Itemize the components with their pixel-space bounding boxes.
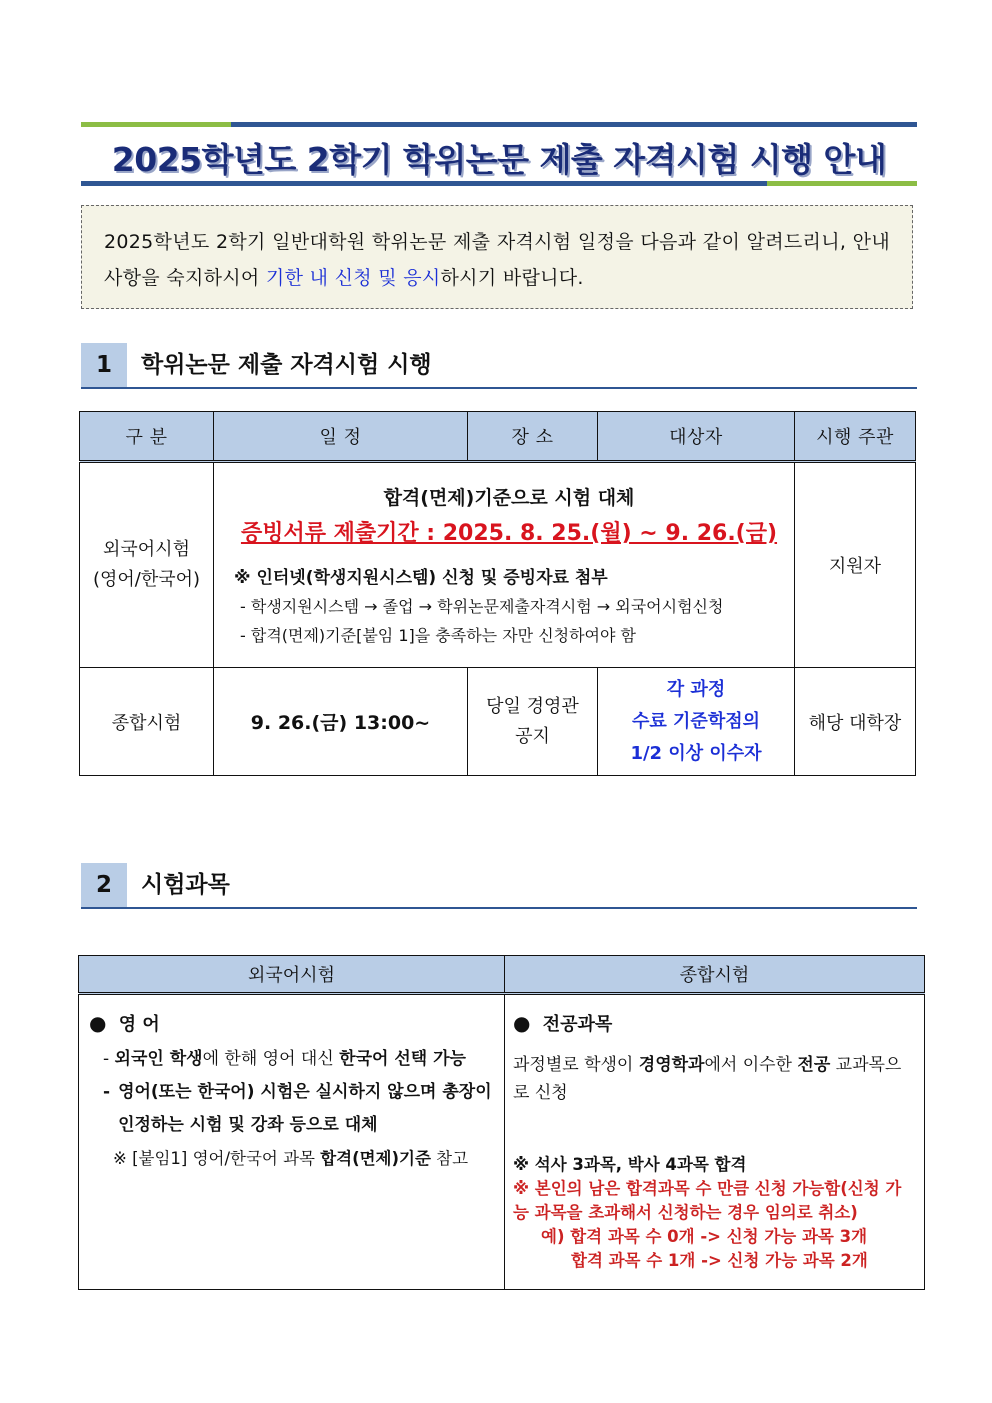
foreign-category: 외국어시험 xyxy=(103,539,190,560)
major-text-a: 과정별로 학생이 xyxy=(513,1055,639,1075)
title-banner xyxy=(81,122,917,186)
target-line-2: 수료 기준학점의 xyxy=(632,710,760,732)
section-1-number: 1 xyxy=(81,343,127,387)
note-text-end: 참고 xyxy=(430,1149,469,1168)
item1-bold: 외국인 학생 xyxy=(114,1049,203,1069)
foreign-line-4: - 학생지원시스템 → 졸업 → 학위논문제출자격시험 → 외국어시험신청 xyxy=(240,597,724,616)
comprehensive-target xyxy=(598,668,795,776)
section-2-header xyxy=(81,863,917,909)
foreign-schedule-cell xyxy=(214,462,795,668)
table-row xyxy=(79,994,925,1290)
item1-bold2: 한국어 선택 가능 xyxy=(339,1049,466,1069)
schedule-table xyxy=(79,411,916,776)
foreign-category-cell xyxy=(80,462,214,668)
page-title: 2025학년도 2학기 학위논문 제출 자격시험 시행 안내 xyxy=(111,140,887,179)
section-1-header xyxy=(81,343,917,389)
item2-text: 영어(또는 한국어) 시험은 실시하지 않으며 총장이 인정하는 시험 및 강좌 등으로 대체 xyxy=(118,1082,492,1135)
comprehensive-schedule: 9. 26.(금) 13:00~ xyxy=(214,668,468,776)
major-heading: 전공과목 xyxy=(542,1014,613,1035)
comprehensive-host: 해당 대학장 xyxy=(795,668,916,776)
foreign-item-1: - 외국인 학생에 한해 영어 대신 한국어 선택 가능 xyxy=(103,1049,466,1069)
table-row xyxy=(80,668,916,776)
place-line-2: 공지 xyxy=(515,725,550,747)
foreign-item-2: - 영어(또는 한국어) 시험은 실시하지 않으며 총장이 인정하는 시험 및 강좌 등으로 대체 xyxy=(89,1076,496,1142)
item1-text: 에 한해 영어 대신 xyxy=(202,1049,340,1069)
foreign-category-sub: (영어/한국어) xyxy=(92,569,201,590)
table-header: 장 소 xyxy=(468,412,598,462)
note-text: ※ [붙임1] 영어/한국어 과목 xyxy=(113,1149,321,1168)
bullet-icon: ● xyxy=(89,1011,107,1035)
foreign-line-3: ※ 인터넷(학생지원시스템) 신청 및 증빙자료 첨부 xyxy=(234,568,608,588)
place-line-1: 당일 경영관 xyxy=(486,695,579,717)
intro-text: 2025학년도 2학기 일반대학원 학위논문 제출 자격시험 일정을 다음과 같이 알려드리니, 안내 사항을 숙지하시어 xyxy=(104,231,890,289)
table-header: 시행 주관 xyxy=(795,412,916,462)
submission-period: 증빙서류 제출기간 : 2025. 8. 25.(월) ~ 9. 26.(금) xyxy=(240,521,778,546)
red-notice: ※ 본인의 남은 합격과목 수 만큼 신청 가능함(신청 가능 과목을 초과해서 신청하는 경우 임의로 취소) xyxy=(513,1179,902,1222)
intro-text-end: 하시기 바랍니다. xyxy=(440,267,584,289)
major-bold2: 전공 xyxy=(797,1055,831,1075)
table-header: 종합시험 xyxy=(505,956,925,994)
major-description xyxy=(513,1051,916,1107)
major-subject-cell xyxy=(505,994,925,1290)
note-bold: 합격(면제)기준 xyxy=(320,1149,431,1168)
table-row xyxy=(80,462,916,668)
foreign-subject-cell xyxy=(79,994,505,1290)
intro-highlight: 기한 내 신청 및 응시 xyxy=(265,267,441,289)
foreign-line-5: - 합격(면제)기준[붙임 1]을 충족하는 자만 신청하여야 함 xyxy=(240,626,637,645)
target-line-3: 1/2 이상 이수자 xyxy=(630,742,762,764)
section-2-title: 시험과목 xyxy=(141,872,230,898)
subjects-table xyxy=(78,955,925,1290)
title-bottom-rule xyxy=(81,181,917,186)
pass-requirement: ※ 석사 3과목, 박사 4과목 합격 xyxy=(513,1155,747,1174)
foreign-note xyxy=(89,1142,496,1175)
foreign-line-1: 합격(면제)기준으로 시험 대체 xyxy=(383,487,635,509)
section-1-title: 학위논문 제출 자격시험 시행 xyxy=(141,352,432,378)
table-header: 구 분 xyxy=(80,412,214,462)
target-line-1: 각 과정 xyxy=(666,678,726,700)
bullet-icon: ● xyxy=(513,1011,531,1035)
major-text-c: 교과목으로 신청 xyxy=(513,1055,902,1103)
red-example-1: 예) 합격 과목 수 0개 -> 신청 가능 과목 3개 xyxy=(541,1227,868,1246)
comprehensive-place xyxy=(468,668,598,776)
comprehensive-category: 종합시험 xyxy=(80,668,214,776)
major-text-b: 에서 이수한 xyxy=(704,1055,798,1075)
table-header: 일 정 xyxy=(214,412,468,462)
major-bold: 경영학과 xyxy=(638,1055,705,1075)
foreign-host-cell: 지원자 xyxy=(795,462,916,668)
english-heading: 영 어 xyxy=(118,1014,160,1035)
table-header: 외국어시험 xyxy=(79,956,505,994)
red-example-2: 합격 과목 수 1개 -> 신청 가능 과목 2개 xyxy=(571,1251,868,1270)
intro-box xyxy=(81,205,913,309)
title-top-rule xyxy=(81,122,917,127)
table-header: 대상자 xyxy=(598,412,795,462)
section-2-number: 2 xyxy=(81,863,127,907)
